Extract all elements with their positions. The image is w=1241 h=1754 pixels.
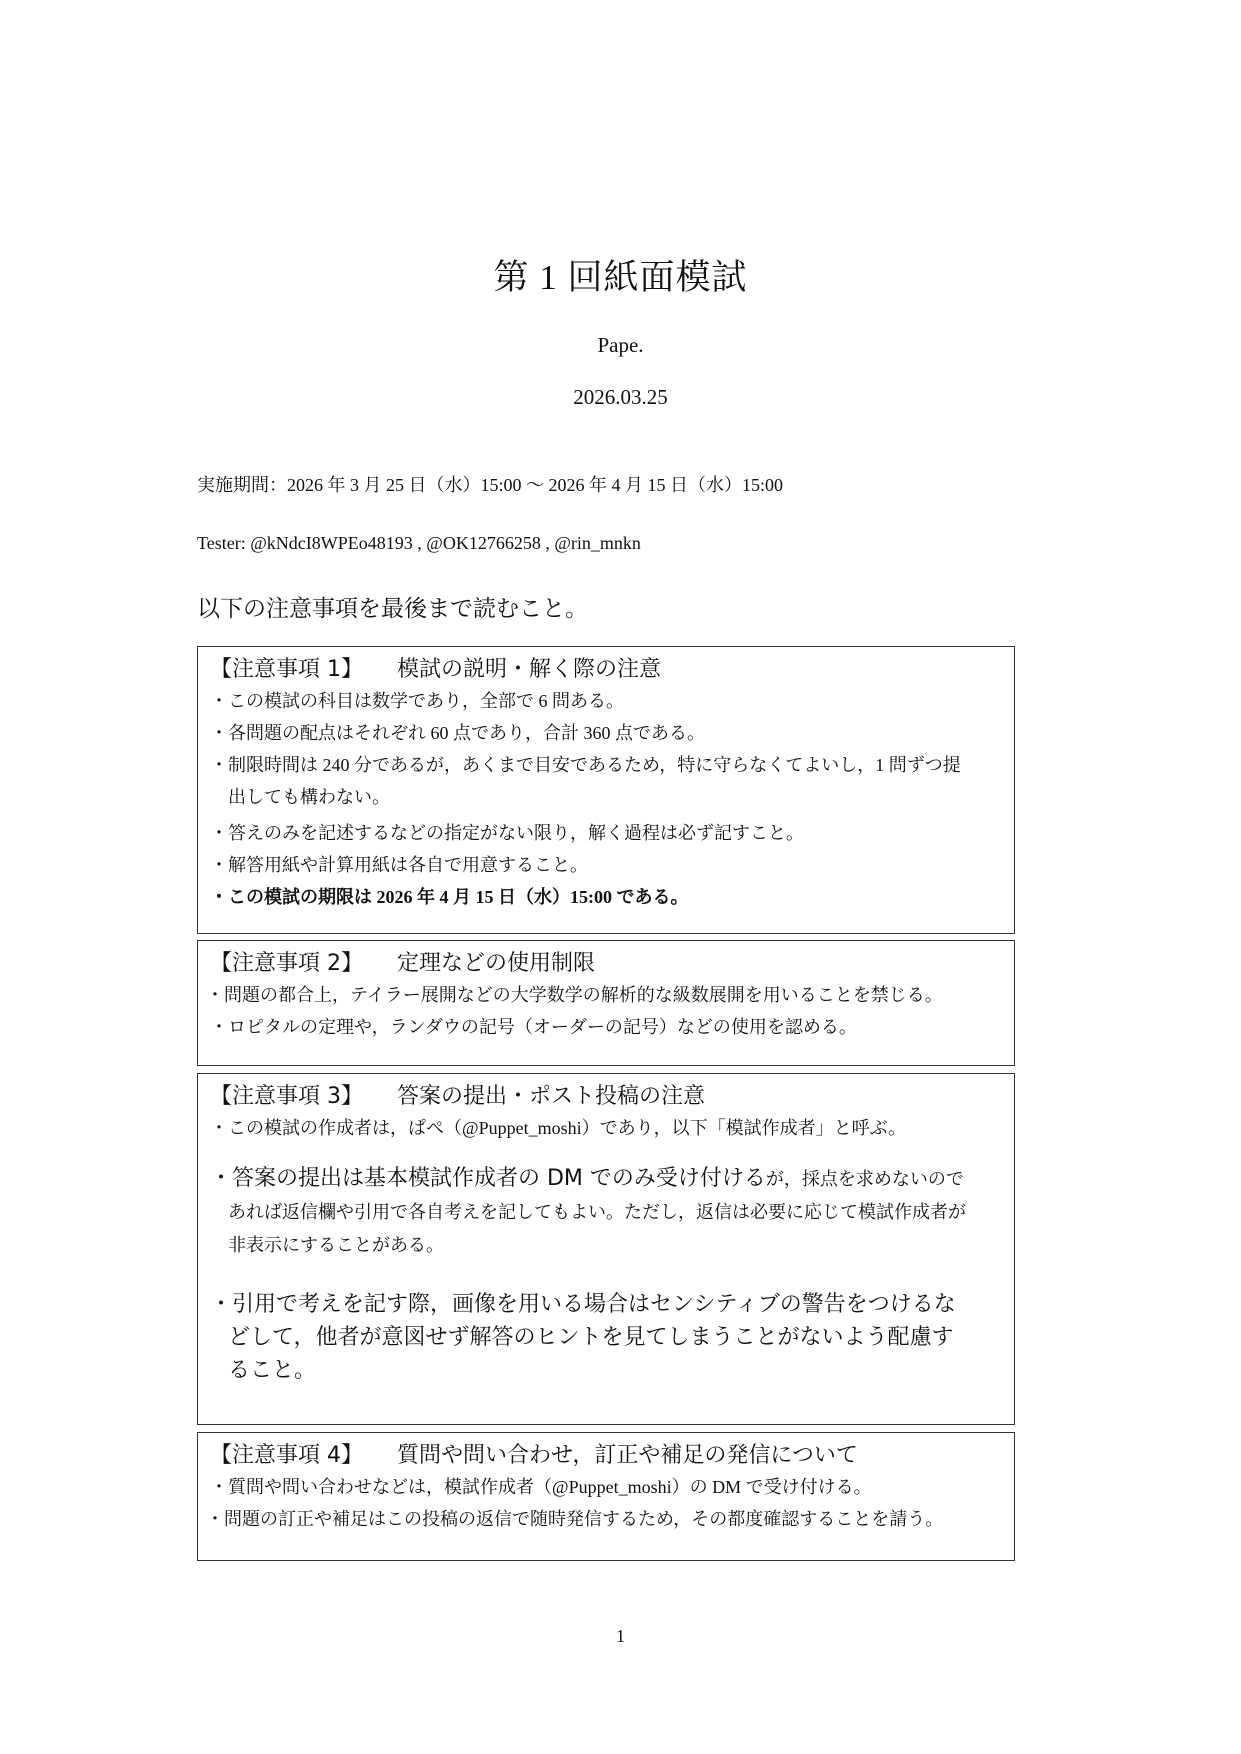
notice-3-item: ・この模試の作成者は，ぱぺ（@Puppet_moshi）であり，以下「模試作成者」と呼ぶ。 (210, 1118, 906, 1138)
notice-1-item: ・解答用紙や計算用紙は各自で用意すること。 (210, 855, 588, 875)
notice-2-item: ・問題の都合上，テイラー展開などの大学数学の解析的な級数展開を用いることを禁じる。 (206, 985, 943, 1005)
read-instruction: 以下の注意事項を最後まで読むこと。 (197, 596, 588, 622)
notice-1-heading: 模試の説明・解く際の注意 (397, 657, 662, 682)
notice-4-heading: 質問や問い合わせ，訂正や補足の発信について (397, 1443, 858, 1468)
document-author: Pape. (597, 333, 644, 357)
notice-box-2 (197, 940, 1015, 1066)
notice-4-title (210, 1441, 1014, 1471)
notice-3-heading: 答案の提出・ポスト投稿の注意 (397, 1084, 706, 1109)
document-date: 2026.03.25 (573, 385, 668, 409)
notice-3-title (210, 1082, 1014, 1112)
notice-1-item: ・この模試の科目は数学であり，全部で 6 問ある。 (210, 691, 624, 711)
notice-3-label: 【注意事項 3】 (210, 1084, 363, 1109)
notice-1-label: 【注意事項 1】 (210, 657, 363, 682)
document-title: 第 1 回紙面模試 (493, 258, 748, 297)
notice-3-item-submission (210, 1162, 968, 1262)
notice-4-item: ・問題の訂正や補足はこの投稿の返信で随時発信するため，その都度確認することを請う。 (206, 1509, 944, 1529)
notice-1-title (210, 655, 1014, 685)
tester-list: Tester: @kNdcI8WPEo48193 , @OK12766258 , @rin_mnkn (197, 533, 641, 553)
notice-2-title (210, 949, 1014, 979)
notice-box-1 (197, 646, 1015, 934)
notice-4-label: 【注意事項 4】 (210, 1443, 363, 1468)
notice-box-3 (197, 1073, 1015, 1425)
exam-period: 実施期間：2026 年 3 月 25 日（水）15:00 〜 2026 年 4 月 15 日（水）15:00 (197, 475, 783, 495)
notice-1-item: ・答えのみを記述するなどの指定がない限り，解く過程は必ず記すこと。 (210, 823, 804, 843)
notice-3-emphasis: ・答案の提出は基本模試作成者の DM でのみ受け付ける (210, 1166, 766, 1191)
notice-3-item-quote: ・引用で考えを記す際，画像を用いる場合はセンシティブの警告をつけるなどして，他者が意図せず解答のヒントを見てしまうことがないよう配慮すること。 (210, 1292, 956, 1383)
notice-1-deadline: ・この模試の期限は 2026 年 4 月 15 日（水）15:00 である。 (210, 887, 689, 907)
notice-2-heading: 定理などの使用制限 (397, 951, 596, 976)
notice-box-4 (197, 1432, 1015, 1561)
notice-3-continuation: が，採点を求めないのであれば返信欄や引用で各自考えを記してもよい。ただし，返信は必要に応じて模試作成者が非表示にすることがある。 (228, 1169, 966, 1255)
notice-2-label: 【注意事項 2】 (210, 951, 363, 976)
page-number: 1 (616, 1626, 625, 1646)
notice-4-item: ・質問や問い合わせなどは，模試作成者（@Puppet_moshi）の DM で受け付ける。 (210, 1477, 872, 1497)
notice-1-item: ・制限時間は 240 分であるが，あくまで目安であるため，特に守らなくてよいし，1 問ずつ提出しても構わない。 (210, 755, 961, 807)
notice-1-item: ・各問題の配点はそれぞれ 60 点であり，合計 360 点である。 (210, 723, 705, 743)
notice-2-item: ・ロピタルの定理や，ランダウの記号（オーダーの記号）などの使用を認める。 (210, 1017, 857, 1037)
